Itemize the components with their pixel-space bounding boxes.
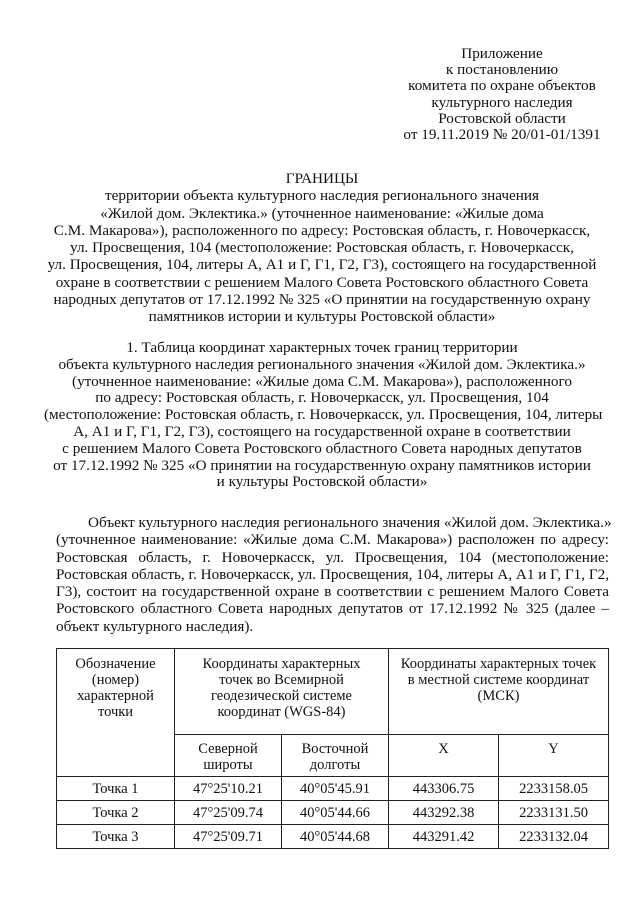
coordinates-table (56, 648, 609, 849)
cell-x: 443291.42 (389, 825, 499, 849)
title-line: ул. Просвещения, 104, литеры А, А1 и Г, Г1, Г2, Г3), состоящего на государственной (47, 256, 597, 274)
cell-latitude: 47°25'09.74 (175, 801, 282, 825)
header-longitude: Восточной долготы (282, 735, 389, 777)
header-wgs84-coordinates: Координаты характерных точек во Всемирной геодезической системе координат (WGS-84) (175, 649, 389, 735)
table-row (57, 777, 609, 801)
paragraph-line: (уточненное наименование: «Жилые дома С.М. Макарова») расположен по адресу: (56, 531, 609, 549)
cell-point: Точка 2 (57, 801, 175, 825)
title-line: «Жилой дом. Эклектика.» (уточненное наименование: «Жилые дома (100, 204, 544, 222)
appendix-line: культурного наследия (431, 93, 573, 111)
caption-line: (уточненное наименование: «Жилые дома С.М. Макарова»), расположенного (72, 372, 572, 390)
caption-line: по адресу: Ростовская область, г. Новочеркасск, ул. Просвещения, 104 (95, 389, 549, 407)
title-line: ул. Просвещения, 104 (местоположение: Ростовская область, г. Новочеркасск, (70, 239, 574, 257)
appendix-line: Приложение (461, 45, 543, 62)
appendix-line: комитета по охране объектов (408, 77, 596, 95)
appendix-line: от 19.11.2019 № 20/01-01/1391 (403, 126, 601, 144)
title-heading: ГРАНИЦЫ (285, 170, 359, 187)
appendix-line: к постановлению (445, 61, 559, 79)
cell-point: Точка 1 (57, 777, 175, 801)
cell-y: 2233131.50 (499, 801, 609, 825)
cell-latitude: 47°25'09.71 (175, 825, 282, 849)
title-line: памятников истории и культуры Ростовской области» (148, 308, 496, 326)
title-line: народных депутатов от 17.12.1992 № 325 «О принятии на государственную охрану (53, 291, 591, 309)
cell-latitude: 47°25'10.21 (175, 777, 282, 801)
title-line: охране в соответствии с решением Малого Совета Ростовского областного Совета (55, 273, 589, 291)
table-row (57, 825, 609, 849)
header-point-designation: Обозначение (номер) характерной точки (57, 649, 175, 777)
appendix-note (398, 46, 606, 143)
title-line: С.М. Макарова»), расположенного по адресу: Ростовская область, г. Новочеркасск, (53, 221, 591, 239)
cell-longitude: 40°05'45.91 (282, 777, 389, 801)
title-line: территории объекта культурного наследия регионального значения (104, 187, 540, 205)
header-x: X (389, 735, 499, 777)
cell-longitude: 40°05'44.66 (282, 801, 389, 825)
header-msk-coordinates: Координаты характерных точек в местной системе координат (МСК) (389, 649, 609, 735)
paragraph-line: Г3), состоит на государственной охране в соответствии с решением Малого Совета (56, 583, 609, 601)
caption-line: (местоположение: Ростовская область, г. Новочеркасск, ул. Просвещения, 104, литеры (44, 406, 603, 424)
caption-line: А, А1 и Г, Г1, Г2, Г3), состоящего на государственной охране в соответствии (73, 422, 571, 440)
table-caption (44, 339, 603, 491)
caption-line: 1. Таблица координат характерных точек границ территории (126, 339, 518, 356)
caption-line: с решением Малого Совета Ростовского областного Совета народных депутатов (62, 439, 582, 457)
cell-y: 2233132.04 (499, 825, 609, 849)
cell-longitude: 40°05'44.68 (282, 825, 389, 849)
cell-x: 443306.75 (389, 777, 499, 801)
header-y: Y (499, 735, 609, 777)
caption-line: и культуры Ростовской области» (216, 473, 428, 491)
cell-y: 2233158.05 (499, 777, 609, 801)
appendix-line: Ростовской области (438, 109, 566, 127)
caption-line: объекта культурного наследия регионального значения «Жилой дом. Эклектика.» (58, 355, 586, 373)
cell-point: Точка 3 (57, 825, 175, 849)
paragraph-line: Объект культурного наследия регионального значения «Жилой дом. Эклектика.» (88, 514, 612, 531)
document-title (44, 170, 600, 326)
paragraph-line: Ростовская область, г. Новочеркасск, ул. Просвещения, 104 (местоположение: (56, 548, 609, 566)
table-header-row (57, 649, 609, 735)
header-latitude: Северной широты (175, 735, 282, 777)
caption-line: от 17.12.1992 № 325 «О принятии на государственную охрану памятников истории (53, 456, 591, 474)
table-row (57, 801, 609, 825)
description-paragraph (56, 514, 612, 635)
paragraph-line: Ростовского областного Совета народных депутатов от 17.12.1992 № 325 (далее – (56, 600, 609, 618)
paragraph-line: объект культурного наследия). (56, 617, 254, 635)
cell-x: 443292.38 (389, 801, 499, 825)
paragraph-line: Ростовская область, г. Новочеркасск, ул. Просвещения, 104, литеры А, А1 и Г, Г1, Г2, (56, 565, 609, 583)
